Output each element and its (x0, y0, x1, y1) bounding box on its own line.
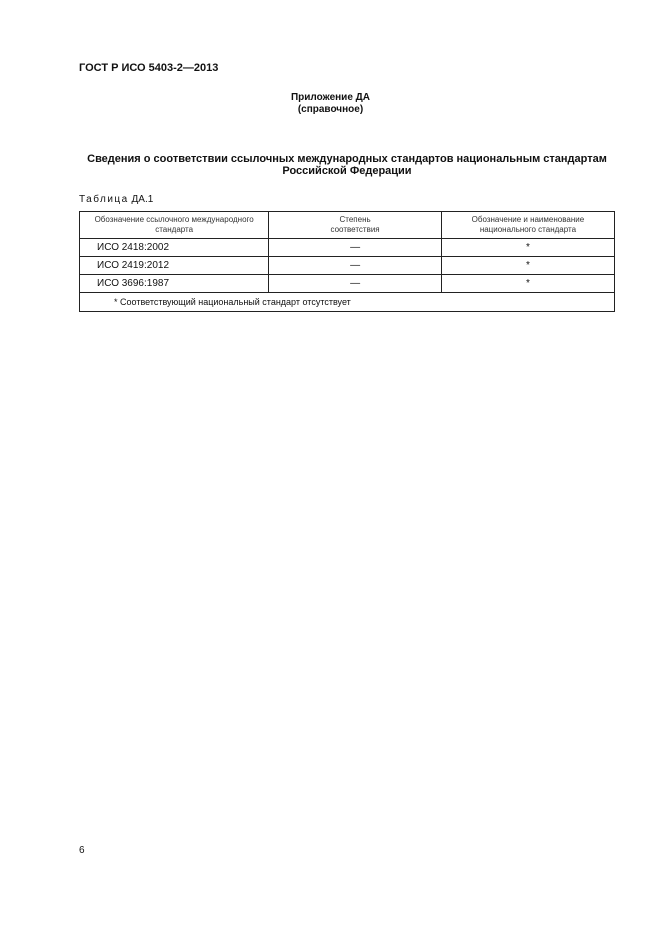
table-footnote-row (80, 293, 615, 312)
column-header-international-standard (80, 212, 269, 239)
annex-title: Приложение ДА (290, 92, 371, 103)
cell-degree: — (269, 257, 442, 275)
column-header-degree (269, 212, 442, 239)
column-header-line: соответствия (330, 225, 380, 234)
table-row (80, 239, 615, 257)
cell-degree: — (269, 239, 442, 257)
cell-national: * (441, 239, 614, 257)
cell-degree: — (269, 275, 442, 293)
column-header-national-standard (441, 212, 614, 239)
annex-subtitle: (справочное) (297, 104, 364, 115)
column-header-line: Обозначение ссылочного международного (94, 215, 254, 224)
cell-standard: ИСО 3696:1987 (80, 275, 269, 293)
section-title-line2: Российской Федерации (282, 165, 412, 177)
table-row (80, 275, 615, 293)
cell-standard: ИСО 2419:2012 (80, 257, 269, 275)
column-header-line: Обозначение и наименование (471, 215, 585, 224)
column-header-line: Степень (339, 215, 371, 224)
table-caption (79, 194, 153, 205)
cell-national: * (441, 257, 614, 275)
column-header-line: стандарта (155, 225, 194, 234)
page-number: 6 (79, 845, 85, 856)
table-footnote: * Соответствующий национальный стандарт отсутствует (80, 293, 615, 312)
column-header-line: национального стандарта (479, 225, 577, 234)
table-caption-number: ДА.1 (128, 194, 154, 205)
document-header: ГОСТ Р ИСО 5403-2—2013 (79, 62, 219, 74)
cell-standard: ИСО 2418:2002 (80, 239, 269, 257)
section-title-line1: Сведения о соответствии ссылочных международных стандартов национальным стандартам (87, 153, 607, 165)
table-header-row (80, 212, 615, 239)
table-caption-label: Таблица (79, 194, 129, 205)
reference-standards-table (79, 211, 615, 312)
cell-national: * (441, 275, 614, 293)
table-row (80, 257, 615, 275)
annex-heading (0, 92, 661, 116)
section-title (79, 153, 615, 177)
